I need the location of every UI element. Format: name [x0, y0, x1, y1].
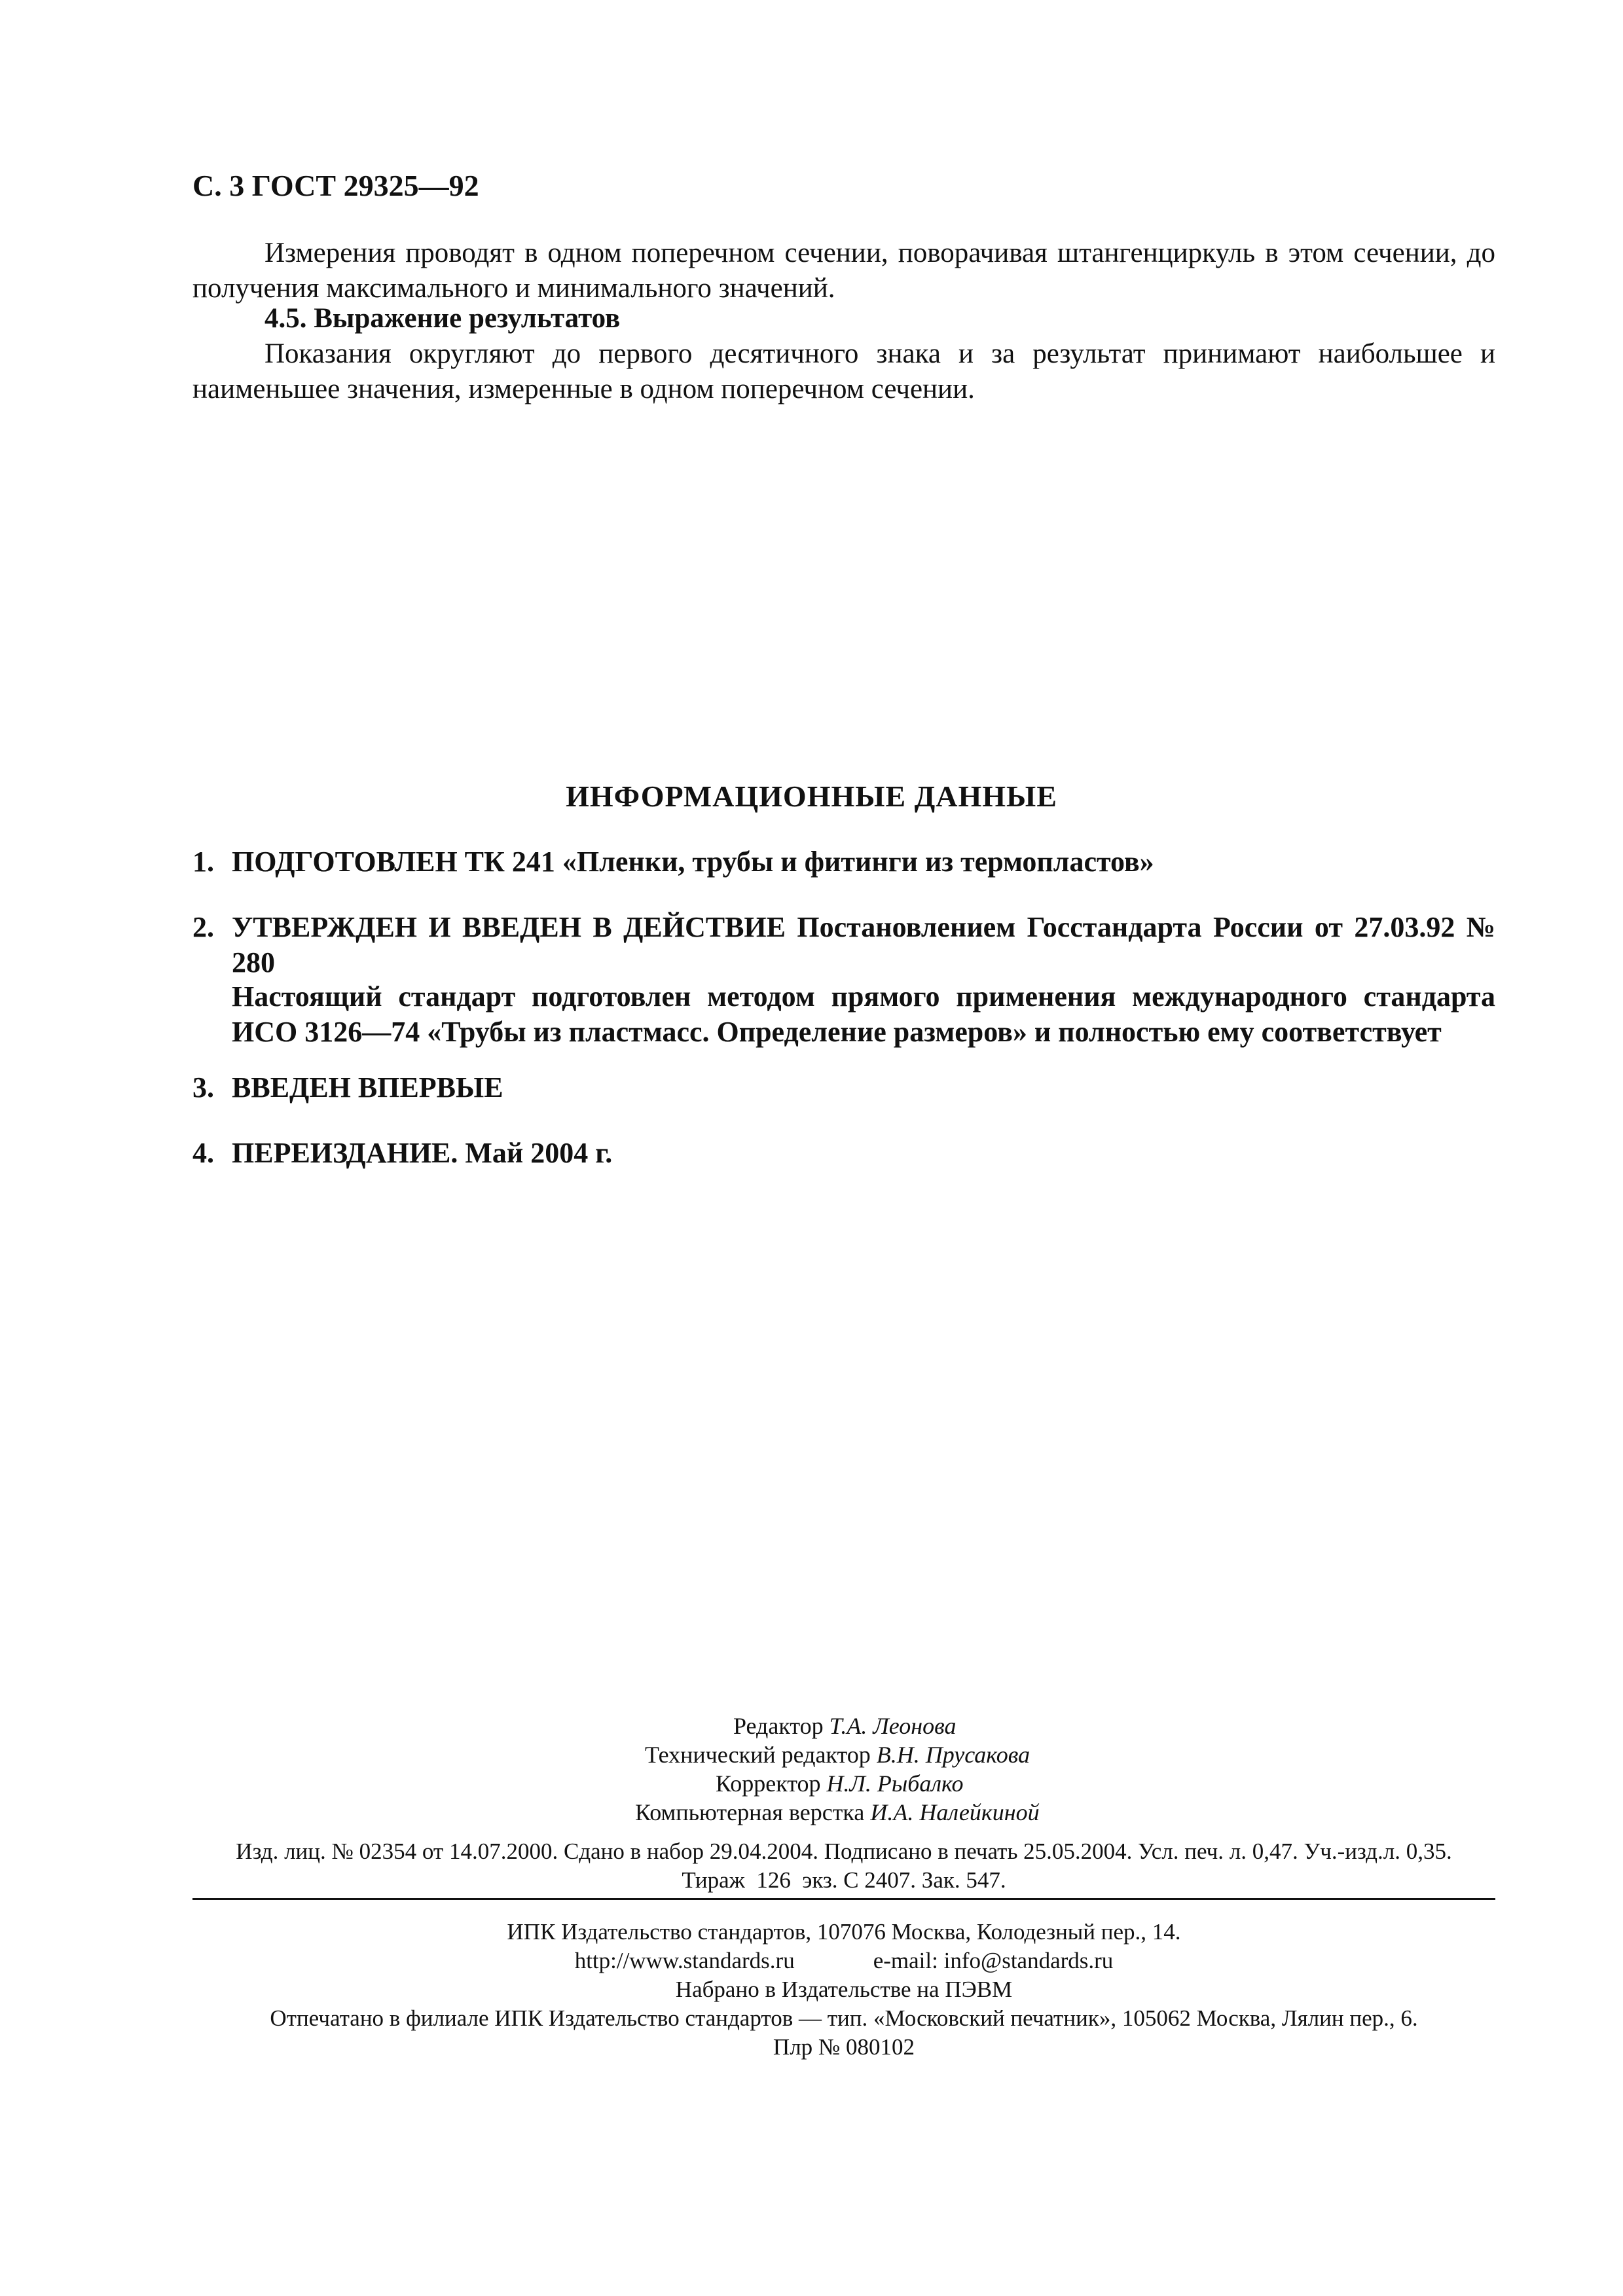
credit-role: Редактор — [733, 1713, 824, 1739]
publisher-address: ИПК Издательство стандартов, 107076 Москва, Колодезный пер., 14. — [507, 1919, 1181, 1945]
printing-note: Отпечатано в филиале ИПК Издательство стандартов — тип. «Московский печатник», 105062 Москва, Лялин пер., 6. — [270, 2005, 1418, 2031]
info-item-text: ВВЕДЕН ВПЕРВЫЕ — [232, 1071, 503, 1103]
credit-name: В.Н. Прусакова — [876, 1742, 1030, 1768]
info-item-number: 4. — [192, 1137, 214, 1169]
credit-layout — [635, 1798, 1040, 1827]
page-header: С. 3 ГОСТ 29325—92 — [192, 169, 479, 202]
website-url: http://www.standards.ru — [574, 1948, 795, 1973]
credit-proofreader — [716, 1769, 964, 1798]
body-paragraph-1: Измерения проводят в одном поперечном сечении, поворачивая штангенциркуль в этом сечении, до получения максимального и минимального значений. — [192, 238, 1495, 304]
contact-email: e-mail: info@standards.ru — [873, 1948, 1114, 1973]
info-item-number: 2. — [192, 911, 214, 943]
publisher-footer — [192, 1918, 1495, 2062]
info-section-title: ИНФОРМАЦИОННЫЕ ДАННЫЕ — [566, 780, 1057, 813]
credit-name: Т.А. Леонова — [829, 1713, 957, 1739]
typeset-note: Набрано в Издательстве на ПЭВМ — [675, 1977, 1013, 2002]
credit-name: И.А. Налейкиной — [870, 1799, 1040, 1825]
info-item-text: УТВЕРЖДЕН И ВВЕДЕН В ДЕЙСТВИЕ Постановлением Госстандарта России от 27.03.92 № 280 — [232, 911, 1495, 978]
info-item-note: Настоящий стандарт подготовлен методом прямого применения международного стандарта ИСО 3126—74 «Трубы из пластмасс. Определение размеров» и полностью ему соответствует — [232, 980, 1495, 1048]
imprint-line-1: Изд. лиц. № 02354 от 14.07.2000. Сдано в набор 29.04.2004. Подписано в печать 25.05.2004. Усл. печ. л. 0,47. Уч.-изд.л. 0,35. — [236, 1839, 1452, 1864]
info-item-text: ПЕРЕИЗДАНИЕ. Май 2004 г. — [232, 1137, 613, 1169]
credit-role: Технический редактор — [645, 1742, 871, 1768]
credit-editor — [733, 1712, 957, 1740]
imprint-line-2: Тираж 126 экз. С 2407. Зак. 547. — [682, 1867, 1006, 1893]
footer-divider — [192, 1898, 1495, 1900]
info-item-number: 1. — [192, 846, 214, 878]
credit-role: Корректор — [716, 1770, 821, 1797]
info-item-text: ПОДГОТОВЛЕН ТК 241 «Пленки, трубы и фитинги из термопластов» — [232, 846, 1154, 878]
credit-tech-editor — [645, 1740, 1030, 1769]
credits-block — [0, 1712, 1623, 1829]
credit-role: Компьютерная верстка — [635, 1799, 865, 1825]
imprint-block — [192, 1837, 1495, 1895]
credit-name: Н.Л. Рыбалко — [826, 1770, 964, 1797]
contacts-line — [192, 1946, 1495, 1975]
info-item-number: 3. — [192, 1071, 214, 1103]
body-paragraph-2: Показания округляют до первого десятичного знака и за результат принимают наибольшее и наименьшее значения, измеренные в одном поперечном сечении. — [192, 338, 1495, 404]
section-subheading: 4.5. Выражение результатов — [264, 303, 621, 334]
plr-number: Плр № 080102 — [773, 2034, 915, 2060]
